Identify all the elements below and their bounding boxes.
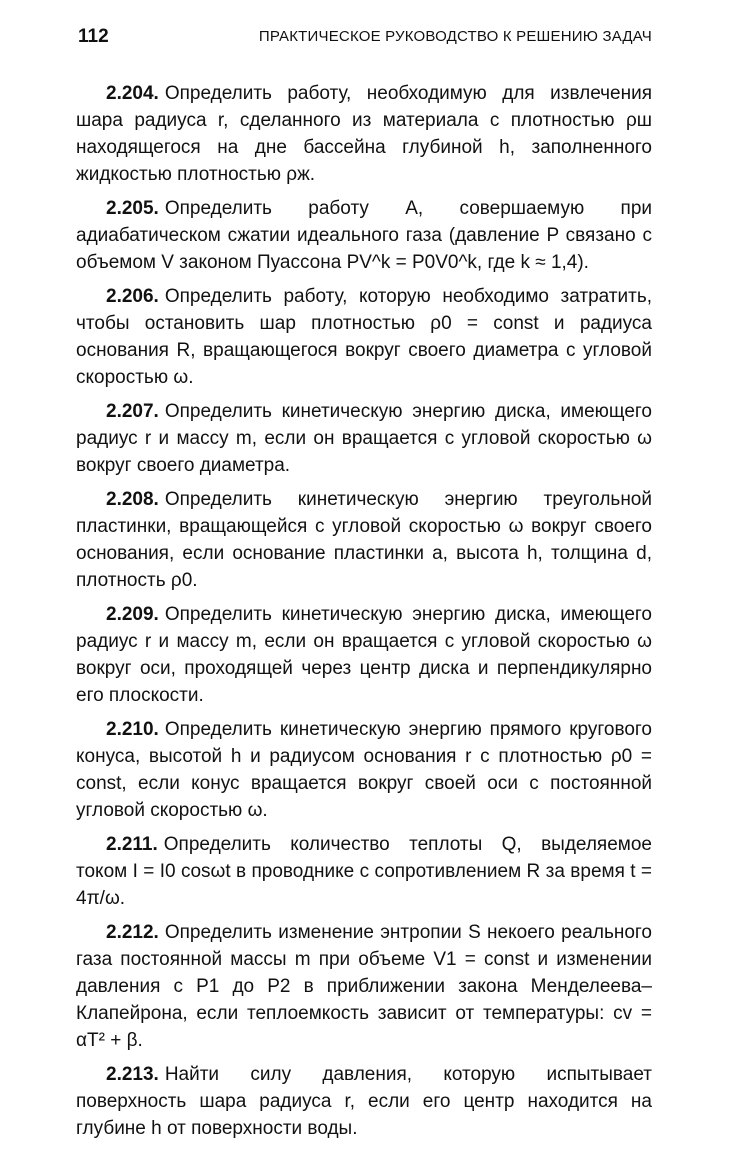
problem-text: Определить изменение энтропии S некоего реального газа постоянной массы m при объеме V1 = const и изменении давления с P1 до P2 в приближении закона Менделеева–Клапейрона, если теплоемкость зависит от температуры: cv = αT² + β. (76, 922, 652, 1051)
problem-number: 2.208. (106, 489, 159, 510)
problem-2-211 (76, 831, 652, 912)
problem-2-210 (76, 716, 652, 824)
running-head: ПРАКТИЧЕСКОЕ РУКОВОДСТВО К РЕШЕНИЮ ЗАДАЧ (258, 28, 652, 45)
problem-2-206 (76, 283, 652, 391)
problem-number: 2.210. (106, 719, 159, 740)
problem-text: Определить кинетическую энергию прямого кругового конуса, высотой h и радиусом основания r с плотностью ρ0 = const, если конус вращается вокруг своей оси с постоянной угловой скоростью ω. (76, 719, 652, 821)
problem-2-208 (76, 486, 652, 594)
problem-2-212 (76, 919, 652, 1054)
problem-text: Определить работу, необходимую для извлечения шара радиуса r, сделанного из материала с плотностью ρш находящегося на дне бассейна глубиной h, заполненного жидкостью плотностью ρж. (76, 83, 652, 185)
problem-text: Определить количество теплоты Q, выделяемое током I = I0 cosωt в проводнике с сопротивлением R за время t = 4π/ω. (76, 834, 652, 909)
problem-number: 2.209. (106, 604, 159, 625)
problem-number: 2.204. (106, 83, 159, 104)
problem-text: Определить кинетическую энергию диска, имеющего радиус r и массу m, если он вращается с угловой скоростью ω вокруг оси, проходящей через центр диска и перпендикулярно его плоскости. (76, 604, 652, 706)
problem-text: Определить работу, которую необходимо затратить, чтобы остановить шар плотностью ρ0 = const и радиуса основания R, вращающегося вокруг своего диаметра с угловой скоростью ω. (76, 286, 652, 388)
problem-2-209 (76, 601, 652, 709)
problem-number: 2.213. (106, 1064, 159, 1085)
problem-number: 2.207. (106, 401, 159, 422)
problem-list (76, 80, 652, 1149)
problem-2-205 (76, 195, 652, 276)
problem-2-207 (76, 398, 652, 479)
problem-number: 2.211. (106, 834, 158, 855)
problem-number: 2.206. (106, 286, 159, 307)
problem-number: 2.205. (106, 198, 159, 219)
problem-number: 2.212. (106, 922, 159, 943)
problem-2-213 (76, 1061, 652, 1142)
problem-text: Найти силу давления, которую испытывает поверхность шара радиуса r, если его центр находится на глубине h от поверхности воды. (76, 1064, 652, 1139)
problem-text: Определить кинетическую энергию диска, имеющего радиус r и массу m, если он вращается с угловой скоростью ω вокруг своего диаметра. (76, 401, 652, 476)
problem-2-204 (76, 80, 652, 188)
page-number: 112 (78, 26, 109, 47)
problem-text: Определить работу A, совершаемую при адиабатическом сжатии идеального газа (давление P связано с объемом V законом Пуассона PV^k = P0V0^k, где k ≈ 1,4). (76, 198, 652, 273)
page-header (78, 26, 652, 52)
problem-text: Определить кинетическую энергию треугольной пластинки, вращающейся с угловой скоростью ω вокруг своего основания, если основание пластинки a, высота h, толщина d, плотность ρ0. (76, 489, 652, 591)
